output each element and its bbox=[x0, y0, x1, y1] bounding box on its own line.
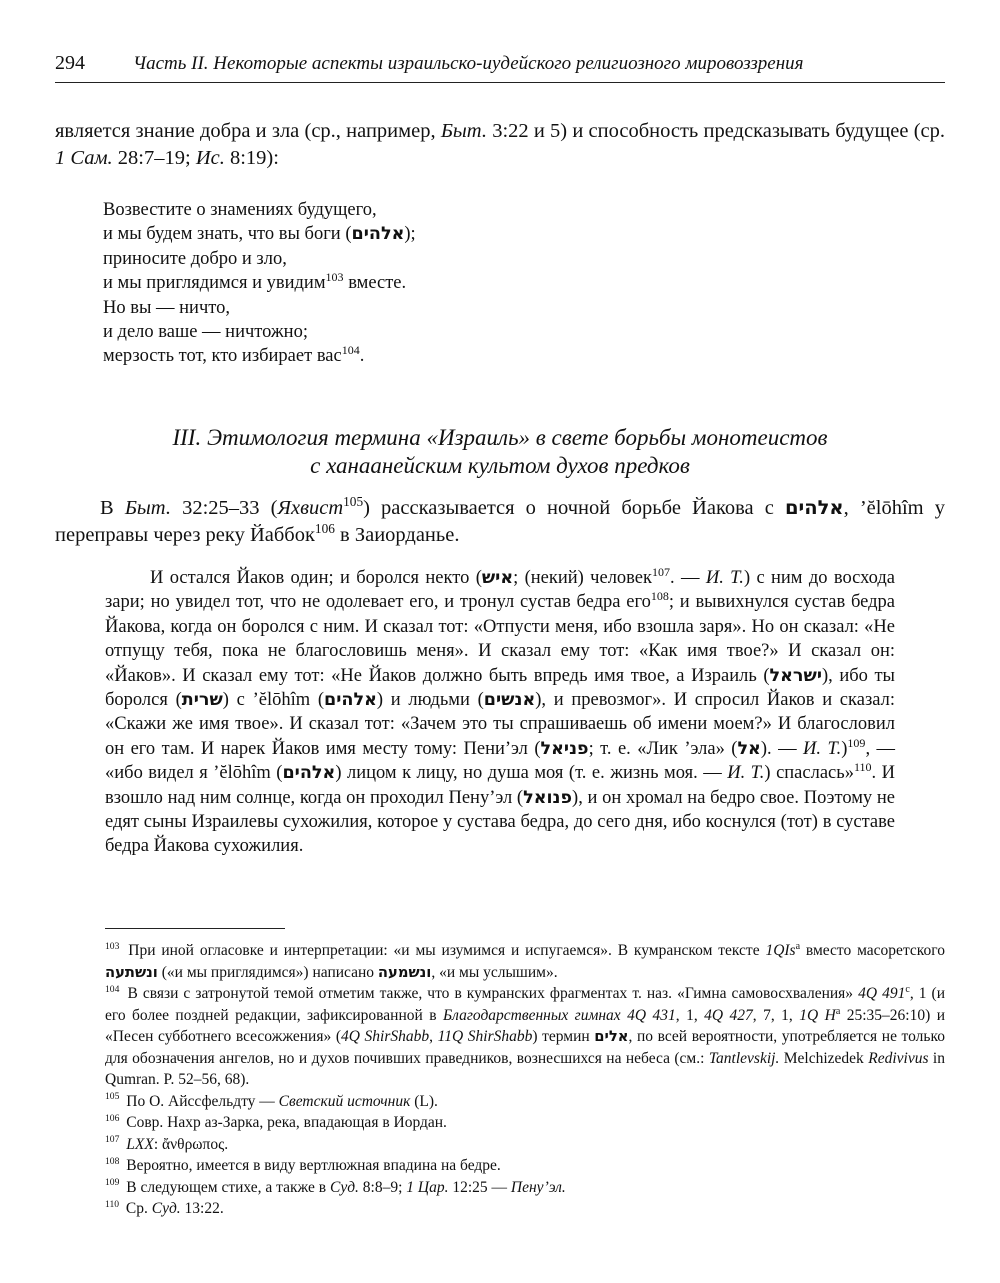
intro-paragraph: является знание добра и зла (ср., например, Быт. 3:22 и 5) и способность предсказывать будущее (ср. 1 Сам. 28:7–19; Ис. 8:19): bbox=[55, 120, 945, 169]
footnote-107: $^{107}$ LXX: ἄνθρωπος. bbox=[105, 1134, 229, 1153]
running-header bbox=[55, 52, 945, 83]
footnote-110: $^{110}$ Ср. Суд. 13:22. bbox=[105, 1198, 224, 1217]
footnote-103: $^{103}$ При иной огласовке и интерпретации: «и мы изумимся и испугаемся». В кумранском тексте 1QIs$^a$ вместо масоретского ונשתעה («и мы приглядимся») написано ונשמעה, «и мы услышим». bbox=[105, 940, 945, 981]
footnote-105: $^{105}$ По О. Айссфельдту — Светский источник (L). bbox=[105, 1091, 438, 1110]
verse-line: Но вы — ничто, bbox=[103, 297, 230, 318]
footnote-108: $^{108}$ Вероятно, имеется в виду вертлюжная впадина на бедре. bbox=[105, 1155, 501, 1174]
footnote-109: $^{109}$ В следующем стихе, а также в Суд. 8:8–9; 1 Цар. 12:25 — Пену’эл. bbox=[105, 1177, 566, 1196]
verse-line: приносите добро и зло, bbox=[103, 248, 287, 269]
section-paragraph: В Быт. 32:25–33 (Яхвист$^{105}$) рассказывается о ночной борьбе Йакова с אלהים, ’ĕlōhîm у переправы через реку Йаббок$^{106}$ в Заиорданье. bbox=[55, 494, 945, 546]
footnote-ref: 103 bbox=[325, 270, 344, 285]
running-title: Часть II. Некоторые аспекты израильско-иудейского религиозного мировоззрения bbox=[133, 53, 804, 74]
section-heading-line: с ханаанейским культом духов предков bbox=[310, 453, 690, 478]
verse-line: и мы будем знать, что вы боги (אלהים); bbox=[103, 224, 416, 245]
footnotes bbox=[105, 940, 945, 1220]
footnote-ref: 109 bbox=[847, 735, 866, 750]
block-quotation: И остался Йаков один; и боролся некто (איש; (некий) человек$^{107}$. — И. Т.) с ним до восхода зари; но увидел тот, что не одолевает его, и тронул сустав бедра его$^{108}$; и вывихнулся сустав бедра Йакова, когда он боролся с ним. И сказал тот: «Отпусти меня, ибо взошла заря». Но он сказал: «Не отпущу тебя, пока не благословишь меня». И сказал ему тот: «Как имя твое?» И сказал он: «Йаков». И сказал ему тот: «Не Йаков должно быть впредь имя твое, а Израиль (ישראל), ибо ты боролся (שרית) с ’ĕlōhîm (אלהים) и людьми (אנשים), и превозмог». И спросил Йаков и сказал: «Скажи же имя твое». И сказал тот: «Зачем это ты спрашиваешь об имени моем?» И благословил он его там. И нарек Йаков имя месту тому: Пени’эл (פניאל; т. е. «Лик ’эла» (אל). — И. Т.)$^{109}$, — «ибо видел я ’ĕlōhîm (אלהים) лицом к лицу, но душа моя (т. е. жизнь моя. — И. Т.) спаслась»$^{110}$. И взошло над ним солнце, когда он проходил Пену’эл (פנואל), и он хромал на бедро свое. Поэтому не едят сыны Израилевы сухожилия, которое у сустава бедра, до сего дня, ибо коснулся (тот) в суставе бедра Йакова сухожилия. bbox=[105, 564, 896, 857]
footnote-separator bbox=[105, 928, 285, 929]
section-heading-line: III. Этимология термина «Израиль» в свете борьбы монотеистов bbox=[172, 425, 828, 450]
verse-quote bbox=[103, 198, 416, 369]
verse-line: Возвестите о знамениях будущего, bbox=[103, 200, 377, 220]
verse-line: и мы приглядимся и увидим$^{103}$ вместе. bbox=[103, 270, 407, 294]
footnote-ref: 107 bbox=[652, 564, 671, 579]
section-heading bbox=[55, 424, 945, 480]
footnote-106: $^{106}$ Совр. Нахр аз-Зарка, река, впадающая в Иордан. bbox=[105, 1112, 447, 1131]
footnote-ref: 104 bbox=[341, 343, 360, 358]
page-number: 294 bbox=[55, 52, 85, 74]
footnote-ref: 108 bbox=[650, 589, 669, 604]
footnote-ref: 105 bbox=[343, 494, 364, 510]
footnote-ref: 106 bbox=[314, 521, 335, 537]
verse-line: и дело ваше — ничтожно; bbox=[103, 322, 308, 343]
footnote-104: $^{104}$ В связи с затронутой темой отметим также, что в кумранских фрагментах т. наз. «Гимна самовосхваления» 4Q 491$^c$, 1 (и его более поздней редакции, зафиксированной в Благодарственных гимнах 4Q 431, 1, 4Q 427, 7, 1, 1Q $H^a$ 25:35–26:10) и «Песен субботнего всесожжения» (4Q ShirShabb, 11Q ShirShabb) термин אלים, по всей вероятности, употребляется не только для обозначения ангелов, но и духов почивших праведников, вознесшихся на небеса (см.: Tantlevskij. Melchizedek Redivivus in Qumran. P. 52–56, 68). bbox=[105, 983, 946, 1088]
footnote-ref: 110 bbox=[853, 760, 872, 775]
verse-line: мерзость тот, кто избирает вас$^{104}$. bbox=[103, 343, 365, 367]
